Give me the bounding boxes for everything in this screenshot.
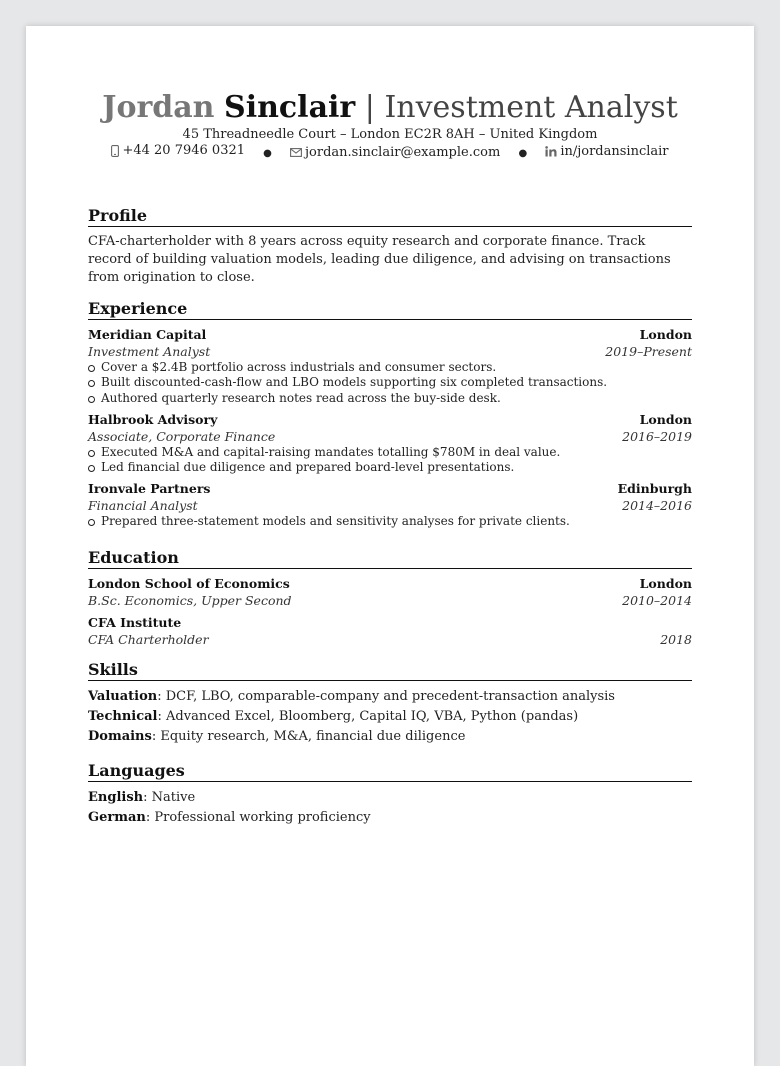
linkedin-contact[interactable] [545,144,668,160]
title-separator: | [364,90,375,125]
section-heading: Skills [88,660,692,681]
language-level: Professional working proficiency [154,809,371,825]
section-heading: Profile [88,206,692,227]
employer: Meridian Capital [88,327,207,342]
section-heading: Education [88,548,692,569]
last-name: Sinclair [224,90,356,125]
employer: Halbrook Advisory [88,411,218,427]
skill-label: Technical [88,708,158,724]
bullet-item: Authored quarterly research notes read across the buy-side desk. [88,391,692,406]
language-row: English: Native [88,789,196,805]
phone-contact [111,143,245,159]
experience-section [88,299,692,530]
institution: CFA Institute [88,614,182,630]
experience-entry [88,326,692,406]
skill-label: Valuation [88,688,158,704]
skill-row: Technical: Advanced Excel, Bloomberg, Capital IQ, VBA, Python (pandas) [88,708,579,724]
location: Edinburgh [617,481,692,497]
section-heading: Experience [88,299,692,320]
degree: CFA Charterholder [88,631,209,647]
skill-value: Advanced Excel, Bloomberg, Capital IQ, VBA, Python (pandas) [166,708,579,724]
profile-text: CFA-charterholder with 8 years across equity research and corporate finance. Track record of building valuation models, leading due diligence, and advising on transactions from origination to close. [88,234,671,285]
language-level: Native [151,789,196,805]
email-contact[interactable] [290,145,500,161]
envelope-icon [290,148,302,157]
language-row: German: Professional working proficiency [88,809,371,825]
bullet-item: Led financial due diligence and prepared board-level presentations. [88,460,692,475]
dates: 2014–2016 [622,498,692,514]
education-entry [88,614,692,648]
address: 45 Threadneedle Court – London EC2R 8AH – United Kingdom [182,127,598,142]
contact-bullet: ● [518,147,528,159]
institution: London School of Economics [88,575,290,591]
resume-header [26,90,754,162]
skill-row: Valuation: DCF, LBO, comparable-company and precedent-transaction analysis [88,688,615,704]
skill-value: DCF, LBO, comparable-company and precedent-transaction analysis [165,688,615,704]
dates: 2019–Present [605,344,692,359]
role: Financial Analyst [88,498,198,514]
contact-bullet: ● [263,147,272,159]
bullet-item: Cover a $2.4B portfolio across industrials and consumer sectors. [88,360,692,375]
degree: B.Sc. Economics, Upper Second [88,592,292,608]
role: Associate, Corporate Finance [88,428,276,444]
resume-page [26,26,754,1066]
bullet-list [88,514,692,529]
phone-icon [111,145,119,157]
linkedin-handle[interactable]: in/jordansinclair [560,143,669,159]
skill-row: Domains: Equity research, M&A, financial due diligence [88,728,466,744]
linkedin-icon [545,146,557,157]
dates: 2018 [660,631,692,647]
name-title-line [26,90,754,126]
language-label: English [88,789,144,805]
first-name: Jordan [102,90,215,125]
dates: 2010–2014 [622,592,692,608]
education-section [88,548,692,648]
phone-number: +44 20 7946 0321 [122,143,246,158]
employer: Ironvale Partners [88,481,211,497]
bullet-list [88,360,692,406]
section-heading: Languages [88,761,692,782]
languages-section [88,761,692,828]
bullet-item: Built discounted-cash-flow and LBO models supporting six completed transactions. [88,375,692,390]
experience-entry [88,480,692,529]
skill-label: Domains [88,728,152,744]
education-entry [88,575,692,609]
location: London [639,327,692,342]
language-label: German [88,809,146,825]
location: London [639,411,692,427]
email-address[interactable]: jordan.sinclair@example.com [305,144,501,160]
role: Investment Analyst [88,344,211,359]
bullet-item: Prepared three-statement models and sensitivity analyses for private clients. [88,514,692,529]
location: London [639,575,692,591]
dates: 2016–2019 [622,428,692,444]
bullet-item: Executed M&A and capital-raising mandates totalling $780M in deal value. [88,445,692,460]
skills-section [88,660,692,747]
profile-section [88,206,692,287]
experience-entry [88,411,692,476]
resume-content [88,206,692,838]
contact-line [26,143,754,162]
bullet-list [88,445,692,476]
job-title: Investment Analyst [384,90,678,125]
skill-value: Equity research, M&A, financial due diligence [160,728,466,744]
